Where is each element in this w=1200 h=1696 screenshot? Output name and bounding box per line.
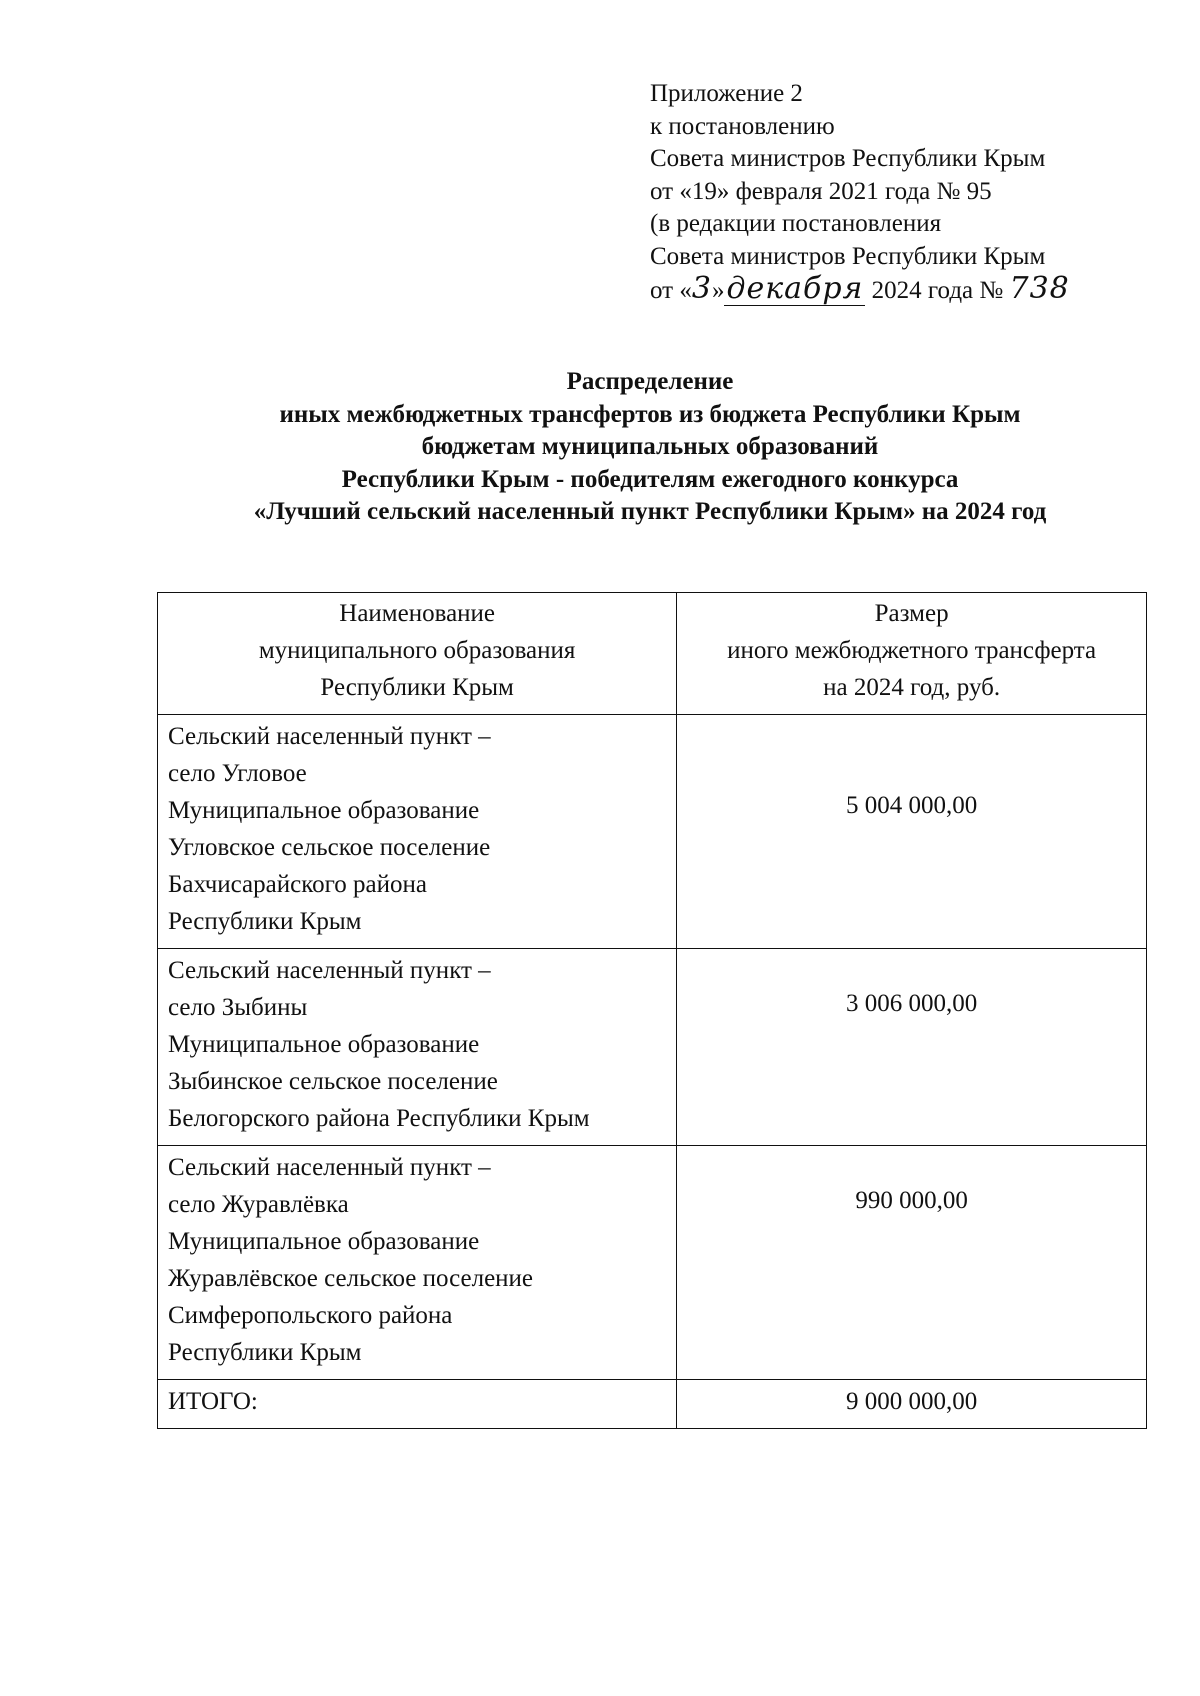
header-cell-amount [677, 593, 1147, 715]
row-name-line: Сельский населенный пункт – [168, 957, 491, 984]
row-name-line: село Журавлёвка [168, 1191, 349, 1218]
table-total-row [158, 1380, 1147, 1429]
annex-line-7 [650, 273, 1150, 308]
total-amount-cell: 9 000 000,00 [677, 1380, 1147, 1429]
annex-date-quote: » [711, 277, 725, 304]
annex-date-year: 2024 года № [871, 277, 1004, 304]
row-name-line: Журавлёвское сельское поселение [168, 1265, 534, 1292]
row-name-cell [158, 1146, 677, 1380]
table-row [158, 715, 1147, 949]
row-name-line: Сельский населенный пункт – [168, 723, 491, 750]
annex-line-3: Совета министров Республики Крым [650, 145, 1046, 172]
row-name-cell [158, 949, 677, 1146]
row-name-line: Муниципальное образование [168, 1031, 480, 1058]
annex-date-prefix: от « [650, 277, 692, 304]
row-name-line: Угловское сельское поселение [168, 834, 491, 861]
row-name-line: Зыбинское сельское поселение [168, 1068, 498, 1095]
row-name-cell [158, 715, 677, 949]
table-row [158, 1146, 1147, 1380]
row-name-line: село Угловое [168, 760, 307, 787]
row-name-line: Симферопольского района [168, 1302, 453, 1329]
title-line-1: Распределение [566, 368, 734, 395]
row-amount-cell: 5 004 000,00 [677, 715, 1147, 949]
row-name-line: Республики Крым [168, 1339, 362, 1366]
row-name-line: Республики Крым [168, 908, 362, 935]
header-amount-line: на 2024 год, руб. [823, 674, 1001, 701]
row-amount-cell: 990 000,00 [677, 1146, 1147, 1380]
annex-line-4: от «19» февраля 2021 года № 95 [650, 177, 992, 205]
header-amount-line: иного межбюджетного трансферта [727, 637, 1097, 664]
row-name-line: Сельский населенный пункт – [168, 1154, 491, 1181]
header-cell-name [158, 593, 677, 715]
date-underline [724, 305, 865, 306]
total-label-cell: ИТОГО: [158, 1380, 677, 1429]
row-name-line: село Зыбины [168, 994, 308, 1021]
handwritten-day: 3 [691, 271, 712, 306]
handwritten-month-field [724, 273, 865, 308]
header-name-line: Республики Крым [320, 674, 514, 701]
handwritten-month: декабря [726, 271, 864, 306]
header-name-line: муниципального образования [258, 637, 576, 664]
handwritten-number: 738 [1009, 271, 1070, 306]
row-name-line: Муниципальное образование [168, 1228, 480, 1255]
distribution-table [157, 592, 1147, 1429]
annex-line-5: (в редакции постановления [650, 210, 942, 237]
title-line-5: «Лучший сельский населенный пункт Республики Крым» на 2024 год [253, 498, 1047, 525]
row-amount-cell: 3 006 000,00 [677, 949, 1147, 1146]
table-header-row [158, 593, 1147, 715]
annex-line-1: Приложение 2 [650, 80, 803, 107]
title-line-3: бюджетам муниципальных образований [421, 433, 879, 460]
row-name-line: Белогорского района Республики Крым [168, 1105, 590, 1132]
annex-line-2: к постановлению [650, 112, 835, 140]
row-name-line: Муниципальное образование [168, 797, 480, 824]
header-amount-line: Размер [874, 600, 949, 627]
table-row [158, 949, 1147, 1146]
row-name-line: Бахчисарайского района [168, 871, 427, 898]
annex-block [650, 78, 1150, 308]
document-title [0, 366, 1200, 529]
title-line-4: Республики Крым - победителям ежегодного конкурса [341, 465, 959, 493]
header-name-line: Наименование [339, 600, 496, 627]
annex-line-6: Совета министров Республики Крым [650, 242, 1046, 270]
title-line-2: иных межбюджетных трансфертов из бюджета Республики Крым [279, 400, 1021, 428]
